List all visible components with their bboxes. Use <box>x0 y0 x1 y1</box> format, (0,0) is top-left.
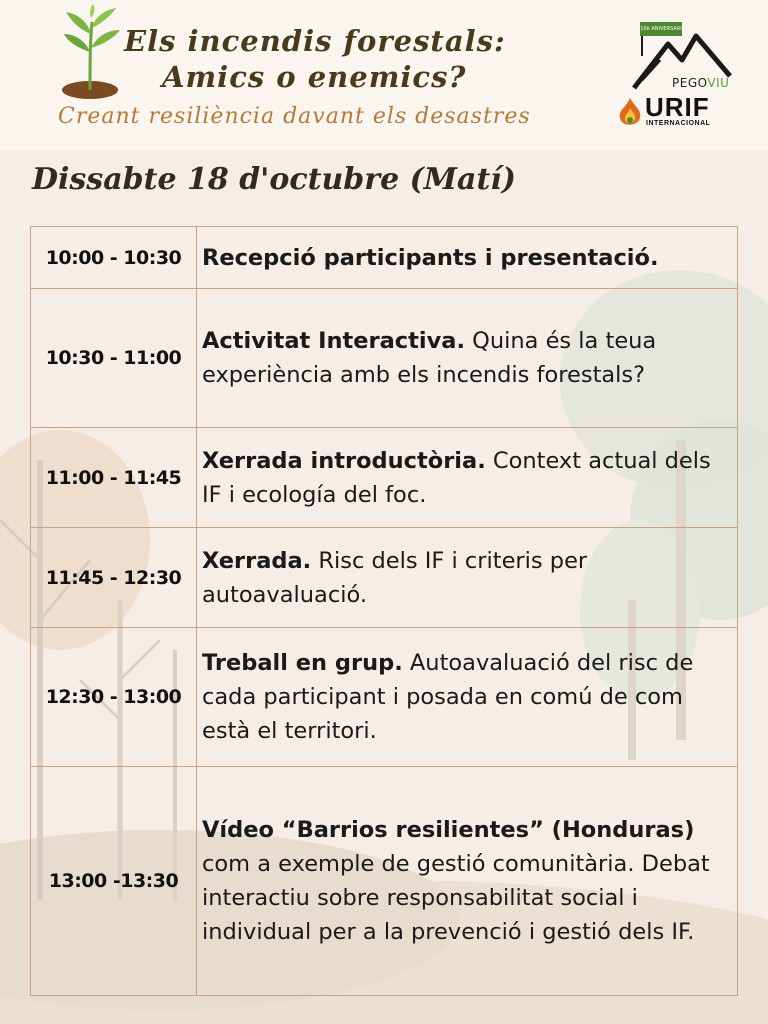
sprout-logo-icon <box>56 4 126 100</box>
schedule-time: 10:30 - 11:00 <box>31 289 197 428</box>
schedule-row <box>31 227 738 289</box>
schedule-activity-title: Recepció participants i presentació. <box>202 244 659 271</box>
schedule-time: 11:45 - 12:30 <box>31 528 197 628</box>
event-title-line1: Els incendis forestals: <box>124 24 506 58</box>
header-banner <box>0 0 768 150</box>
urif-logo-name: URIF <box>645 92 710 122</box>
schedule-description <box>197 227 738 289</box>
schedule-activity-title: Xerrada. <box>202 547 312 574</box>
schedule-row <box>31 428 738 528</box>
schedule-row <box>31 628 738 767</box>
event-subtitle: Creant resiliència davant els desastres <box>58 104 531 129</box>
schedule-activity-text: Context actual dels IF i ecología del foc. <box>202 447 711 508</box>
schedule-activity-title: Xerrada introductòria. <box>202 447 486 474</box>
event-title-line2: Amics o enemics? <box>162 60 467 94</box>
pegoviu-logo-text <box>672 76 729 90</box>
schedule-description <box>197 428 738 528</box>
pegoviu-name-part1: PEGO <box>672 76 708 90</box>
schedule-activity-title: Activitat Interactiva. <box>202 328 466 354</box>
pegoviu-name-part2: VIU <box>707 76 730 90</box>
schedule-description <box>197 628 738 767</box>
schedule-time: 13:00 -13:30 <box>31 767 197 996</box>
schedule-time: 11:00 - 11:45 <box>31 428 197 528</box>
schedule-time: 12:30 - 13:00 <box>31 628 197 767</box>
schedule-activity-title: Vídeo “Barrios resilientes” (Honduras) <box>202 817 695 843</box>
day-heading: Dissabte 18 d'octubre (Matí) <box>32 162 516 197</box>
schedule-table <box>30 226 738 996</box>
schedule-time: 10:00 - 10:30 <box>31 227 197 289</box>
schedule-activity-text: Quina és la teua experiència amb els incendis forestals? <box>202 328 657 388</box>
schedule-row <box>31 289 738 428</box>
schedule-activity-text: Risc dels IF i criteris per autoavaluació. <box>202 547 588 608</box>
schedule-activity-text: com a exemple de gestió comunitària. Debat interactiu sobre responsabilitat social i individual per a la prevenció i gestió dels IF. <box>202 851 710 945</box>
schedule-row <box>31 528 738 628</box>
urif-logo-subtitle: INTERNACIONAL <box>646 120 711 127</box>
schedule-description <box>197 289 738 428</box>
schedule-row <box>31 767 738 996</box>
schedule-description <box>197 528 738 628</box>
anniversary-badge: 10è ANIVERSARI <box>640 22 682 36</box>
schedule-activity-title: Treball en grup. <box>202 650 403 676</box>
schedule-activity-text: Autoavaluació del risc de cada participant i posada en comú de com està el territori. <box>202 650 694 744</box>
schedule-description <box>197 767 738 996</box>
urif-flame-icon <box>616 96 644 128</box>
